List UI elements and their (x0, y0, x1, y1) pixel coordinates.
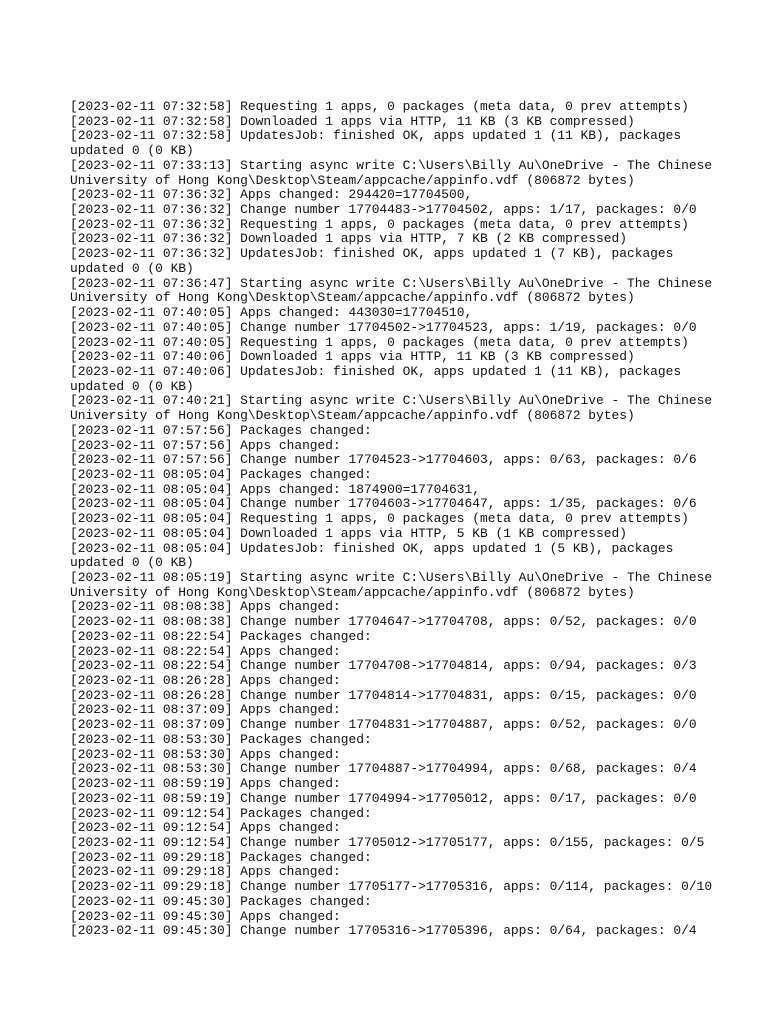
log-line: updated 0 (0 KB) (70, 555, 194, 571)
log-line: [2023-02-11 08:05:04] Downloaded 1 apps via HTTP, 5 KB (1 KB compressed) (70, 525, 627, 541)
log-line: [2023-02-11 09:12:54] Packages changed: (70, 805, 372, 821)
log-line: [2023-02-11 09:29:18] Packages changed: (70, 849, 372, 865)
log-line: [2023-02-11 08:53:30] Change number 17704887->17704994, apps: 0/68, packages: 0/4 (70, 761, 697, 777)
log-line: updated 0 (0 KB) (70, 378, 194, 394)
log-line: [2023-02-11 09:12:54] Change number 17705012->17705177, apps: 0/155, packages: 0/5 (70, 834, 705, 850)
log-line: [2023-02-11 09:12:54] Apps changed: (70, 820, 341, 836)
log-line: [2023-02-11 07:36:32] UpdatesJob: finished OK, apps updated 1 (7 KB), packages (70, 246, 674, 262)
log-line: [2023-02-11 08:08:38] Apps changed: (70, 599, 341, 615)
log-line: [2023-02-11 09:45:30] Apps changed: (70, 908, 341, 924)
log-line: [2023-02-11 07:40:05] Change number 17704502->17704523, apps: 1/19, packages: 0/0 (70, 319, 697, 335)
log-line: [2023-02-11 09:29:18] Apps changed: (70, 864, 341, 880)
log-line: [2023-02-11 07:33:13] Starting async write C:\Users\Billy Au\OneDrive - The Chinese (70, 157, 713, 173)
log-line: [2023-02-11 07:36:47] Starting async write C:\Users\Billy Au\OneDrive - The Chinese (70, 275, 713, 291)
log-document (70, 99, 713, 939)
log-line: [2023-02-11 07:32:58] UpdatesJob: finished OK, apps updated 1 (11 KB), packages (70, 128, 682, 144)
log-line: [2023-02-11 08:26:28] Apps changed: (70, 673, 341, 689)
log-line: [2023-02-11 08:53:30] Apps changed: (70, 746, 341, 762)
log-line: [2023-02-11 08:22:54] Change number 17704708->17704814, apps: 0/94, packages: 0/3 (70, 658, 697, 674)
log-line: updated 0 (0 KB) (70, 260, 194, 276)
log-line: [2023-02-11 07:40:06] UpdatesJob: finished OK, apps updated 1 (11 KB), packages (70, 363, 682, 379)
log-line: [2023-02-11 08:05:19] Starting async write C:\Users\Billy Au\OneDrive - The Chinese (70, 570, 713, 585)
log-line: [2023-02-11 09:29:18] Change number 17705177->17705316, apps: 0/114, packages: 0/10 (70, 879, 713, 895)
log-line: [2023-02-11 08:22:54] Apps changed: (70, 643, 341, 659)
log-line: [2023-02-11 07:40:05] Requesting 1 apps, 0 packages (meta data, 0 prev attempts) (70, 334, 689, 350)
log-line: [2023-02-11 09:45:30] Packages changed: (70, 893, 372, 909)
log-line: University of Hong Kong\Desktop\Steam/appcache/appinfo.vdf (806872 bytes) (70, 172, 635, 188)
log-line: [2023-02-11 07:40:21] Starting async write C:\Users\Billy Au\OneDrive - The Chinese (70, 393, 713, 409)
log-line: [2023-02-11 07:40:06] Downloaded 1 apps via HTTP, 11 KB (3 KB compressed) (70, 349, 635, 365)
log-line: [2023-02-11 08:05:04] Requesting 1 apps, 0 packages (meta data, 0 prev attempts) (70, 511, 689, 527)
log-line: [2023-02-11 07:57:56] Apps changed: (70, 437, 341, 453)
log-line: [2023-02-11 07:32:58] Downloaded 1 apps via HTTP, 11 KB (3 KB compressed) (70, 113, 635, 129)
log-line: [2023-02-11 07:36:32] Change number 17704483->17704502, apps: 1/17, packages: 0/0 (70, 202, 697, 218)
log-line: [2023-02-11 08:59:19] Change number 17704994->17705012, apps: 0/17, packages: 0/0 (70, 790, 697, 806)
log-line: [2023-02-11 08:37:09] Change number 17704831->17704887, apps: 0/52, packages: 0/0 (70, 717, 697, 733)
log-line: [2023-02-11 08:08:38] Change number 17704647->17704708, apps: 0/52, packages: 0/0 (70, 614, 697, 630)
log-line: [2023-02-11 07:57:56] Change number 17704523->17704603, apps: 0/63, packages: 0/6 (70, 452, 697, 468)
log-line: [2023-02-11 09:45:30] Change number 17705316->17705396, apps: 0/64, packages: 0/4 (70, 923, 697, 939)
log-line: University of Hong Kong\Desktop\Steam/appcache/appinfo.vdf (806872 bytes) (70, 408, 635, 424)
log-line: [2023-02-11 07:36:32] Downloaded 1 apps via HTTP, 7 KB (2 KB compressed) (70, 231, 627, 247)
log-line: [2023-02-11 08:05:04] Change number 17704603->17704647, apps: 1/35, packages: 0/6 (70, 496, 697, 512)
log-line: University of Hong Kong\Desktop\Steam/appcache/appinfo.vdf (806872 bytes) (70, 584, 635, 600)
log-line: [2023-02-11 07:36:32] Requesting 1 apps, 0 packages (meta data, 0 prev attempts) (70, 216, 689, 232)
log-line: [2023-02-11 08:26:28] Change number 17704814->17704831, apps: 0/15, packages: 0/0 (70, 687, 697, 703)
log-line: [2023-02-11 08:59:19] Apps changed: (70, 776, 341, 792)
log-line: [2023-02-11 08:05:04] UpdatesJob: finished OK, apps updated 1 (5 KB), packages (70, 540, 674, 556)
log-line: updated 0 (0 KB) (70, 143, 194, 159)
log-line: [2023-02-11 08:53:30] Packages changed: (70, 731, 372, 747)
log-line: [2023-02-11 08:05:04] Packages changed: (70, 466, 372, 482)
log-line: [2023-02-11 07:32:58] Requesting 1 apps, 0 packages (meta data, 0 prev attempts) (70, 99, 689, 114)
log-line: [2023-02-11 08:22:54] Packages changed: (70, 628, 372, 644)
log-line: [2023-02-11 07:36:32] Apps changed: 294420=17704500, (70, 187, 473, 203)
log-line: University of Hong Kong\Desktop\Steam/appcache/appinfo.vdf (806872 bytes) (70, 290, 635, 306)
log-line: [2023-02-11 07:40:05] Apps changed: 443030=17704510, (70, 305, 473, 321)
log-line: [2023-02-11 07:57:56] Packages changed: (70, 422, 372, 438)
log-line: [2023-02-11 08:05:04] Apps changed: 1874900=17704631, (70, 481, 480, 497)
log-line: [2023-02-11 08:37:09] Apps changed: (70, 702, 341, 718)
